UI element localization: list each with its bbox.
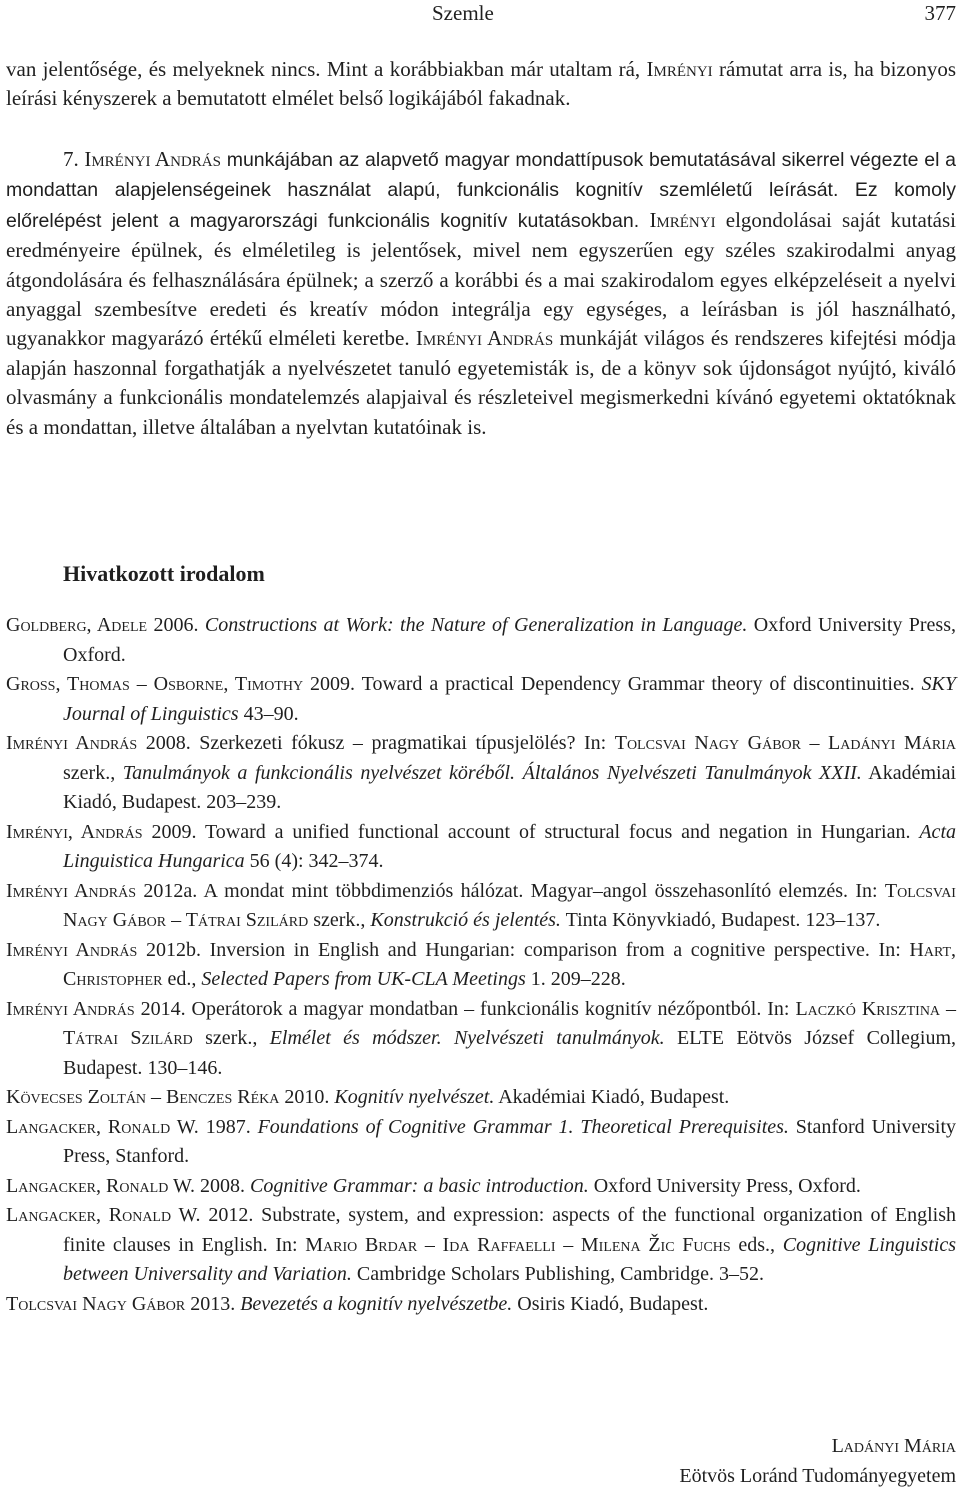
reference-author: Langacker, Ronald W. [6, 1115, 199, 1138]
reference-item [6, 936, 956, 995]
reference-item [6, 818, 956, 877]
reference-editors: Laczkó Krisztina – Tátrai Szilárd [63, 997, 956, 1049]
reference-item [6, 611, 956, 670]
reference-item [6, 1113, 956, 1172]
reference-item [6, 1290, 956, 1320]
reference-publication-info: Oxford University Press, Oxford. [63, 614, 956, 666]
reference-year: 2009. [142, 820, 205, 843]
reference-editors: Tolcsvai Nagy Gábor – Tátrai Szilárd [63, 879, 956, 931]
reference-publication-info: 56 (4): 342–374. [244, 850, 384, 872]
reference-book-title: Elmélet és módszer. Nyelvészeti tanulmányok. [269, 1027, 665, 1049]
signature-block [679, 1431, 956, 1491]
reference-year: 1987. [198, 1115, 258, 1138]
reference-publication-info: 1. 209–228. [525, 968, 626, 990]
reference-editors: Mario Brdar – Ida Raffaelli – Milena Žic Fuchs [305, 1233, 731, 1256]
paragraph-2-text-a: munkájában az alapvető magyar mondattípusok bemutatásával sikerrel végezte el a mondattan alapjelenségeinek használat alapú, funkcionális kognitív szemléletű leírását. Ez komoly előrelépést jelent a magyarországi funkcionális kognitív kutatásokban. [6, 149, 956, 232]
reference-editor-label: eds., [730, 1233, 783, 1256]
reference-editors: Hart, Christopher [63, 938, 957, 990]
reference-author: Imrényi András [6, 732, 138, 754]
reference-journal: SKY Journal of Linguistics [63, 673, 957, 725]
reference-title: Cognitive Grammar: a basic introduction. [250, 1174, 589, 1197]
author-name: Imrényi [649, 207, 716, 232]
reference-editor-label: ed., [162, 968, 202, 990]
reference-article-title: Substrate, system, and expression: aspects of the functional organization of English finite clauses in English. In: [63, 1204, 956, 1256]
reference-journal: Acta Linguistica Hungarica [63, 820, 956, 872]
section-number: 7. [63, 147, 85, 171]
paragraph-2 [6, 145, 956, 442]
reference-article-title: Toward a unified functional account of structural focus and negation in Hungarian. [204, 820, 920, 843]
reference-item [6, 995, 956, 1084]
reference-book-title: Selected Papers from UK-CLA Meetings [201, 968, 526, 990]
reference-publication-info: ELTE Eötvös József Collegium, Budapest. 130–146. [63, 1027, 957, 1079]
reference-author: Langacker, Ronald W. [6, 1174, 196, 1197]
reference-article-title: A mondat mint többdimenziós hálózat. Magyar–angol összehasonlító elemzés. In: [203, 879, 885, 902]
signature-affiliation: Eötvös Loránd Tudományegyetem [679, 1465, 956, 1487]
reference-book-title: Konstrukció és jelentés. [370, 909, 561, 931]
signature-name: Ladányi Mária [831, 1435, 956, 1457]
reference-list [6, 611, 956, 1319]
reference-author: Kövecses Zoltán – Benczes Réka [6, 1086, 280, 1108]
reference-publication-info: Akadémiai Kiadó, Budapest. [494, 1086, 730, 1108]
page-number: 377 [924, 1, 956, 25]
reference-author: Langacker, Ronald W. [6, 1204, 201, 1226]
reference-title: Kognitív nyelvészet. [334, 1086, 495, 1108]
reference-author: Imrényi András [6, 938, 138, 961]
author-name: Imrényi András [84, 147, 221, 171]
reference-article-title: Operátorok a magyar mondatban – funkcionális kognitív nézőpontból. In: [191, 997, 796, 1020]
reference-author: Goldberg, Adele [6, 614, 148, 636]
reference-editor-label: szerk., [308, 909, 371, 931]
paragraph-1-text-a: van jelentősége, és melyeknek nincs. Mint a korábbiakban már utaltam rá, [6, 57, 647, 81]
reference-book-title: Cognitive Linguistics between Universality and Variation. [63, 1233, 956, 1285]
reference-publication-info: Stanford University Press, Stanford. [63, 1115, 957, 1167]
reference-author: Gross, Thomas – Osborne, Timothy [6, 673, 304, 695]
reference-article-title: Inversion in English and Hungarian: comparison from a cognitive perspective. In: [209, 938, 910, 961]
reference-publication-info: Osiris Kiadó, Budapest. [512, 1292, 709, 1315]
reference-item [6, 1083, 956, 1113]
reference-item [6, 729, 956, 818]
reference-title: Foundations of Cognitive Grammar 1. Theoretical Prerequisites. [257, 1115, 789, 1138]
reference-year: 2010. [279, 1086, 335, 1108]
author-name: Imrényi András [415, 326, 554, 351]
reference-title: Constructions at Work: the Nature of Generalization in Language. [204, 614, 748, 636]
author-name: Imrényi [646, 57, 713, 81]
reference-year: 2006. [147, 614, 205, 636]
reference-title: Bevezetés a kognitív nyelvészetbe. [240, 1292, 513, 1315]
paragraph-2-text-c: munkáját világos és rendszeres kifejtési módja alapján haszonnal forgathatják a nyelvészetet tanuló egyetemisták is, de a könyv sok újdonságot nyújtó, kiváló olvasmány a funkcionális mondatelemzés alapjaival és részleteivel megismerkedni kívánó egyetemi oktatóknak és a mondattan, illetve általában a nyelvtan kutatóinak is. [6, 326, 957, 439]
reference-editors: Tolcsvai Nagy Gábor – Ladányi Mária [614, 732, 956, 754]
reference-author: Tolcsvai Nagy Gábor [6, 1292, 186, 1315]
reference-year: 2012a. [136, 879, 204, 902]
reference-year: 2008. [137, 732, 200, 754]
reference-year: 2008. [195, 1174, 251, 1197]
running-head [6, 0, 956, 30]
reference-publication-info: 43–90. [238, 702, 299, 725]
reference-author: Imrényi András [6, 997, 135, 1020]
paragraph-1 [6, 55, 956, 114]
reference-year: 2012b. [137, 938, 210, 961]
reference-editor-label: szerk., [192, 1027, 270, 1049]
paragraph-1-text-b: rámutat arra is, ha bizonyos leírási kényszerek a bemutatott elmélet belső logikájából fakadnak. [6, 57, 956, 111]
reference-year: 2009. [303, 673, 362, 695]
reference-publication-info: Oxford University Press, Oxford. [588, 1174, 861, 1197]
reference-editor-label: szerk., [63, 761, 123, 784]
reference-year: 2013. [185, 1292, 241, 1315]
reference-publication-info: Akadémiai Kiadó, Budapest. 203–239. [63, 761, 957, 813]
reference-article-title: Szerkezeti fókusz – pragmatikai típusjelölés? In: [199, 732, 615, 754]
reference-item [6, 670, 956, 729]
reference-item [6, 1201, 956, 1290]
reference-author: Imrényi András [6, 879, 137, 902]
running-head-title: Szemle [432, 1, 494, 25]
references-heading: Hivatkozott irodalom [63, 561, 265, 586]
reference-year: 2014. [134, 997, 192, 1020]
paragraph-2-text-b: elgondolásai saját kutatási eredményeire épülnek, és elméletileg is jelentősek, mivel nem egyszerűen egy széles szakirodalmi anyag átgondolására és felhasználására épülnek; a szerző a korábbi és a mai szakirodalom egyes elképzeléseit a nyelvi anyaggal szembesítve eredeti és kreatív módon integrálja egy egységes, a leírásban is jól használható, ugyanakkor magyarázó értékű elméleti keretbe. [6, 207, 956, 351]
reference-author: Imrényi, András [6, 820, 143, 843]
reference-publication-info: Tinta Könyvkiadó, Budapest. 123–137. [560, 909, 881, 931]
reference-item [6, 877, 956, 936]
reference-article-title: Toward a practical Dependency Grammar theory of discontinuities. [361, 673, 922, 695]
reference-item [6, 1172, 956, 1202]
reference-book-title: Tanulmányok a funkcionális nyelvészet köréből. Általános Nyelvészeti Tanulmányok XXII. [122, 761, 862, 784]
reference-year: 2012. [200, 1204, 262, 1226]
reference-publication-info: Cambridge Scholars Publishing, Cambridge. 3–52. [351, 1263, 765, 1285]
